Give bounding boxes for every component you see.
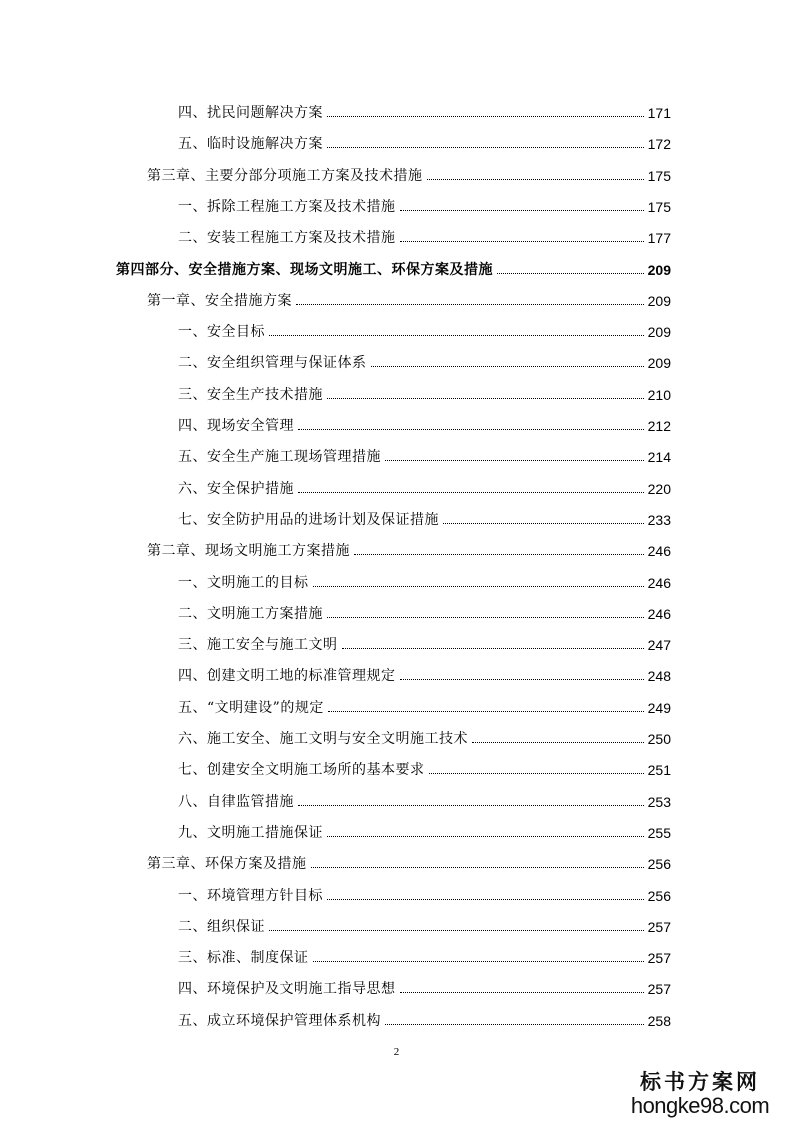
toc-entry-page: 209 [647, 292, 671, 309]
toc-entry[interactable] [178, 1006, 671, 1030]
toc-entry[interactable] [178, 442, 671, 466]
toc-dot-leader [327, 836, 644, 837]
toc-entry-title: 六、施工安全、施工文明与安全文明施工技术 [178, 731, 468, 747]
toc-dot-leader [342, 648, 644, 649]
toc-entry-title: 三、标准、制度保证 [178, 950, 309, 967]
toc-entry-page: 257 [647, 918, 671, 935]
toc-entry-title: 第二章、现场文明施工方案措施 [147, 543, 350, 560]
toc-dot-leader [371, 366, 644, 367]
toc-entry[interactable] [178, 630, 671, 654]
toc-dot-leader [327, 116, 644, 117]
toc-dot-leader [354, 554, 644, 555]
toc-dot-leader [400, 210, 644, 211]
toc-entry-title: 三、安全生产技术措施 [178, 386, 323, 403]
toc-entry-title: 二、安装工程施工方案及技术措施 [178, 230, 396, 247]
toc-dot-leader [327, 147, 644, 148]
toc-dot-leader [269, 335, 644, 336]
toc-dot-leader [497, 273, 644, 274]
toc-entry-page: 172 [647, 136, 671, 153]
toc-entry-page: 251 [647, 762, 671, 779]
toc-entry-page: 171 [647, 105, 671, 121]
toc-dot-leader [385, 460, 644, 461]
toc-entry-title: 一、文明施工的目标 [178, 574, 309, 591]
toc-dot-leader [443, 523, 644, 524]
toc-entry[interactable] [178, 724, 671, 748]
toc-entry[interactable] [178, 348, 671, 372]
toc-entry[interactable] [178, 818, 671, 842]
toc-dot-leader [400, 679, 644, 680]
watermark-url: hongke98.com [630, 1093, 770, 1118]
toc-entry[interactable] [178, 974, 671, 998]
toc-dot-leader [327, 899, 644, 900]
toc-entry-title: 四、扰民问题解决方案 [178, 105, 323, 121]
toc-entry-page: 209 [647, 261, 671, 278]
toc-dot-leader [327, 398, 644, 399]
toc-entry-page: 212 [647, 418, 671, 434]
toc-entry-page: 256 [647, 856, 671, 873]
toc-dot-leader [311, 867, 644, 868]
toc-entry-title: 第一章、安全措施方案 [147, 292, 292, 309]
toc-dot-leader [327, 617, 644, 618]
toc-entry-page: 247 [647, 637, 671, 654]
toc-dot-leader [472, 742, 644, 743]
toc-entry-title: 第三章、主要分部分项施工方案及技术措施 [147, 167, 423, 184]
toc-entry-page: 255 [647, 824, 671, 841]
watermark-title: 标书方案网 [640, 1069, 760, 1094]
toc-entry[interactable] [178, 568, 671, 592]
toc-entry[interactable] [178, 474, 671, 498]
toc-entry-title: 三、施工安全与施工文明 [178, 637, 338, 654]
toc-dot-leader [296, 304, 644, 305]
toc-entry[interactable] [178, 317, 671, 341]
toc-entry[interactable] [178, 192, 671, 216]
toc-entry[interactable] [178, 787, 671, 811]
toc-entry-title: 第三章、环保方案及措施 [147, 856, 307, 873]
toc-dot-leader [269, 930, 644, 931]
page-number: 2 [393, 1046, 400, 1058]
toc-entry-title: 一、安全目标 [178, 324, 265, 341]
toc-entry[interactable] [178, 755, 671, 779]
toc-entry-title: 六、安全保护措施 [178, 480, 294, 497]
toc-entry[interactable] [147, 849, 671, 873]
toc-entry-page: 177 [647, 230, 671, 247]
toc-entry-title: 八、自律监管措施 [178, 793, 294, 810]
toc-entry[interactable] [178, 661, 671, 685]
toc-entry-page: 249 [647, 699, 671, 716]
toc-dot-leader [429, 773, 644, 774]
toc-entry-title: 七、安全防护用品的进场计划及保证措施 [178, 511, 439, 528]
toc-entry[interactable] [178, 223, 671, 247]
toc-entry-page: 175 [647, 198, 671, 215]
toc-entry-page: 257 [647, 981, 671, 998]
toc-dot-leader [385, 1024, 644, 1025]
toc-entry-page: 210 [647, 386, 671, 403]
toc-entry[interactable] [116, 255, 671, 279]
toc-entry-title: 五、成立环境保护管理体系机构 [178, 1012, 381, 1029]
toc-dot-leader [400, 992, 644, 993]
toc-entry[interactable] [178, 943, 671, 967]
toc-dot-leader [328, 711, 644, 712]
toc-entry[interactable] [178, 380, 671, 404]
toc-entry-title: 二、文明施工方案措施 [178, 605, 323, 622]
toc-entry-title: 五、安全生产施工现场管理措施 [178, 449, 381, 466]
toc-entry[interactable] [178, 693, 671, 717]
toc-entry-page: 209 [647, 355, 671, 372]
toc-entry[interactable] [178, 411, 671, 435]
toc-entry-page: 246 [647, 605, 671, 622]
toc-entry-title: 四、环境保护及文明施工指导思想 [178, 981, 396, 998]
toc-entry-title: 七、创建安全文明施工场所的基本要求 [178, 762, 425, 779]
toc-entry[interactable] [178, 881, 671, 905]
toc-entry-title: 五、“文明建设”的规定 [178, 699, 324, 716]
toc-dot-leader [400, 241, 644, 242]
toc-entry-title: 五、临时设施解决方案 [178, 136, 323, 153]
toc-dot-leader [298, 492, 644, 493]
toc-dot-leader [427, 179, 644, 180]
watermark [625, 1070, 775, 1118]
toc-entry-title: 二、组织保证 [178, 918, 265, 935]
toc-entry-page: 257 [647, 950, 671, 967]
toc-entry-title: 二、安全组织管理与保证体系 [178, 355, 367, 372]
toc-entry[interactable] [147, 286, 671, 310]
toc-entry-page: 250 [647, 731, 671, 747]
toc-entry[interactable] [178, 505, 671, 529]
toc-dot-leader [313, 961, 644, 962]
toc-entry[interactable] [178, 912, 671, 936]
toc-dot-leader [313, 586, 644, 587]
toc-entry-page: 246 [647, 574, 671, 591]
toc-entry-page: 209 [647, 324, 671, 341]
toc-entry-page: 256 [647, 887, 671, 904]
toc-entry-page: 253 [647, 793, 671, 810]
toc-entry-page: 248 [647, 668, 671, 685]
toc-entry-page: 220 [647, 480, 671, 497]
toc-dot-leader [298, 429, 644, 430]
toc-entry-page: 175 [647, 167, 671, 184]
toc-entry-title: 九、文明施工措施保证 [178, 824, 323, 841]
toc-entry-title: 四、现场安全管理 [178, 418, 294, 434]
toc-entry-page: 214 [647, 449, 671, 466]
toc-entry[interactable] [178, 129, 671, 153]
toc-entry[interactable] [147, 536, 671, 560]
toc-entry-title: 一、环境管理方针目标 [178, 887, 323, 904]
toc-entry-title: 一、拆除工程施工方案及技术措施 [178, 198, 396, 215]
toc-entry[interactable] [178, 98, 671, 122]
toc-entry-page: 246 [647, 543, 671, 560]
toc-entry-page: 258 [647, 1012, 671, 1029]
toc-entry[interactable] [178, 599, 671, 623]
toc-entry-title: 四、创建文明工地的标准管理规定 [178, 668, 396, 685]
toc-dot-leader [298, 805, 644, 806]
toc-entry-title: 第四部分、安全措施方案、现场文明施工、环保方案及措施 [116, 261, 493, 278]
toc-entry[interactable] [147, 161, 671, 185]
toc-entry-page: 233 [647, 511, 671, 528]
